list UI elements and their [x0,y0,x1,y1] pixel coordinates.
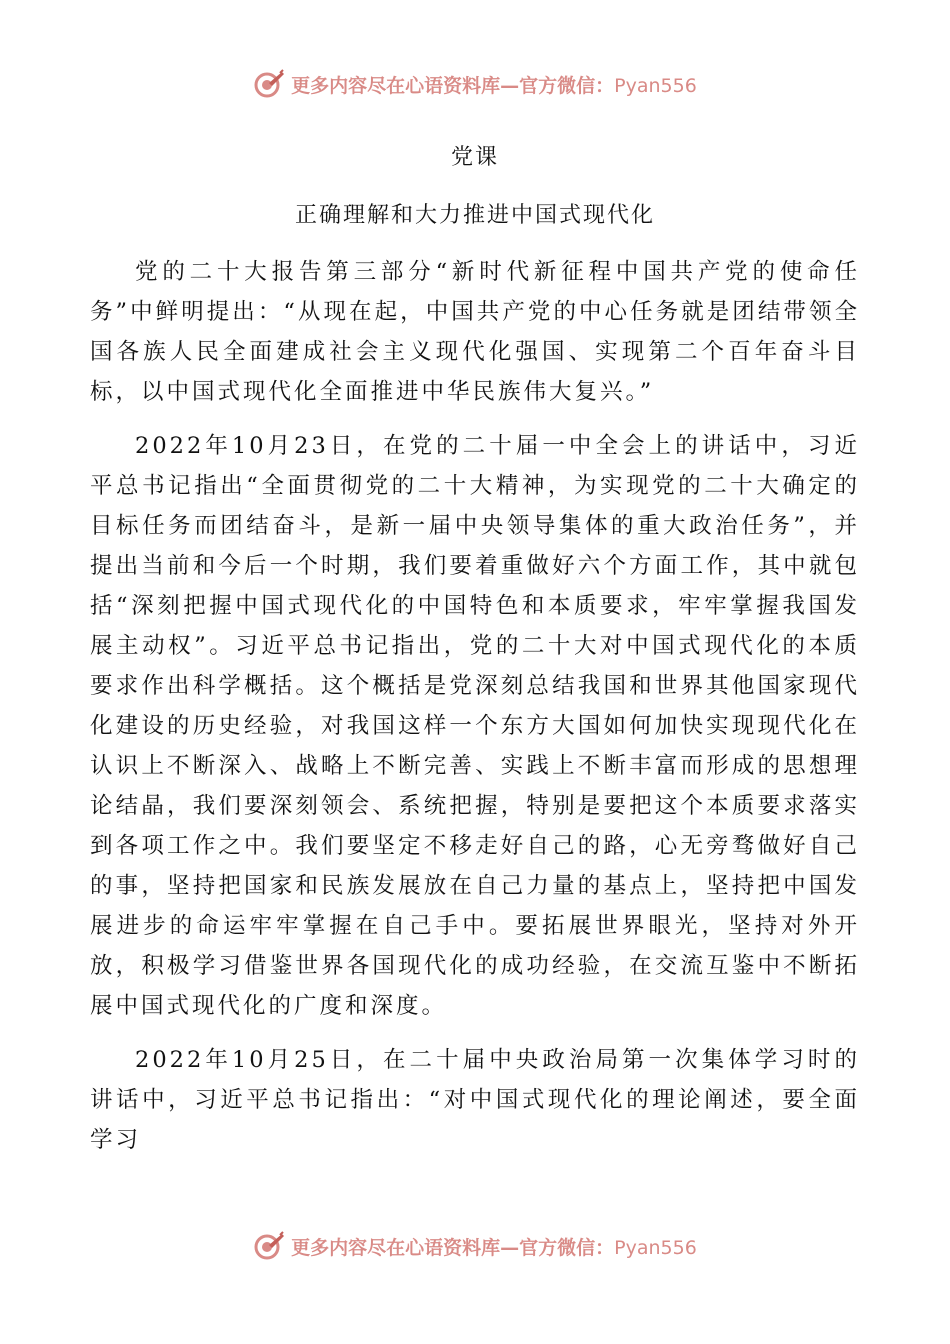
watermark-text: 更多内容尽在心语资料库—官方微信：Pyan556 [291,1236,697,1259]
watermark-handle: Pyan556 [614,74,697,97]
pen-logo-icon [253,1230,285,1262]
watermark-text: 更多内容尽在心语资料库—官方微信：Pyan556 [291,74,697,97]
document-subtitle: 正确理解和大力推进中国式现代化 [294,203,655,228]
paragraph: 党的二十大报告第三部分“新时代新征程中国共产党的使命任务”中鲜明提出：“从现在起，中国共产党的中心任务就是团结带领全国各族人民全面建成社会主义现代化强国、实现第二个百年奋斗目标，以中国式现代化全面推进中华民族伟大复兴。” [90,259,860,405]
watermark-banner-top [0,64,950,104]
document-title: 党课 [450,145,499,170]
watermark-handle: Pyan556 [614,1236,697,1259]
document-body [90,252,860,1174]
paragraph: 2022年10月23日，在党的二十届一中全会上的讲话中，习近平总书记指出“全面贯彻党的二十大精神，为实现党的二十大确定的目标任务而团结奋斗，是新一届中央领导集体的重大政治任务”，并提出当前和今后一个时期，我们要着重做好六个方面工作，其中就包括“深刻把握中国式现代化的中国特色和本质要求，牢牢掌握我国发展主动权”。习近平总书记指出，党的二十大对中国式现代化的本质要求作出科学概括。这个概括是党深刻总结我国和世界其他国家现代化建设的历史经验，对我国这样一个东方大国如何加快实现现代化在认识上不断深入、战略上不断完善、实践上不断丰富而形成的思想理论结晶，我们要深刻领会、系统把握，特别是要把这个本质要求落实到各项工作之中。我们要坚定不移走好自己的路，心无旁骛做好自己的事，坚持把国家和民族发展放在自己力量的基点上，坚持把中国发展进步的命运牢牢掌握在自己手中。要拓展世界眼光，坚持对外开放，积极学习借鉴世界各国现代化的成功经验，在交流互鉴中不断拓展中国式现代化的广度和深度。 [90,433,860,1019]
watermark-banner-bottom [0,1226,950,1266]
paragraph: 2022年10月25日，在二十届中央政治局第一次集体学习时的讲话中，习近平总书记指出：“对中国式现代化的理论阐述，要全面学习 [90,1047,860,1153]
pen-logo-icon [253,68,285,100]
